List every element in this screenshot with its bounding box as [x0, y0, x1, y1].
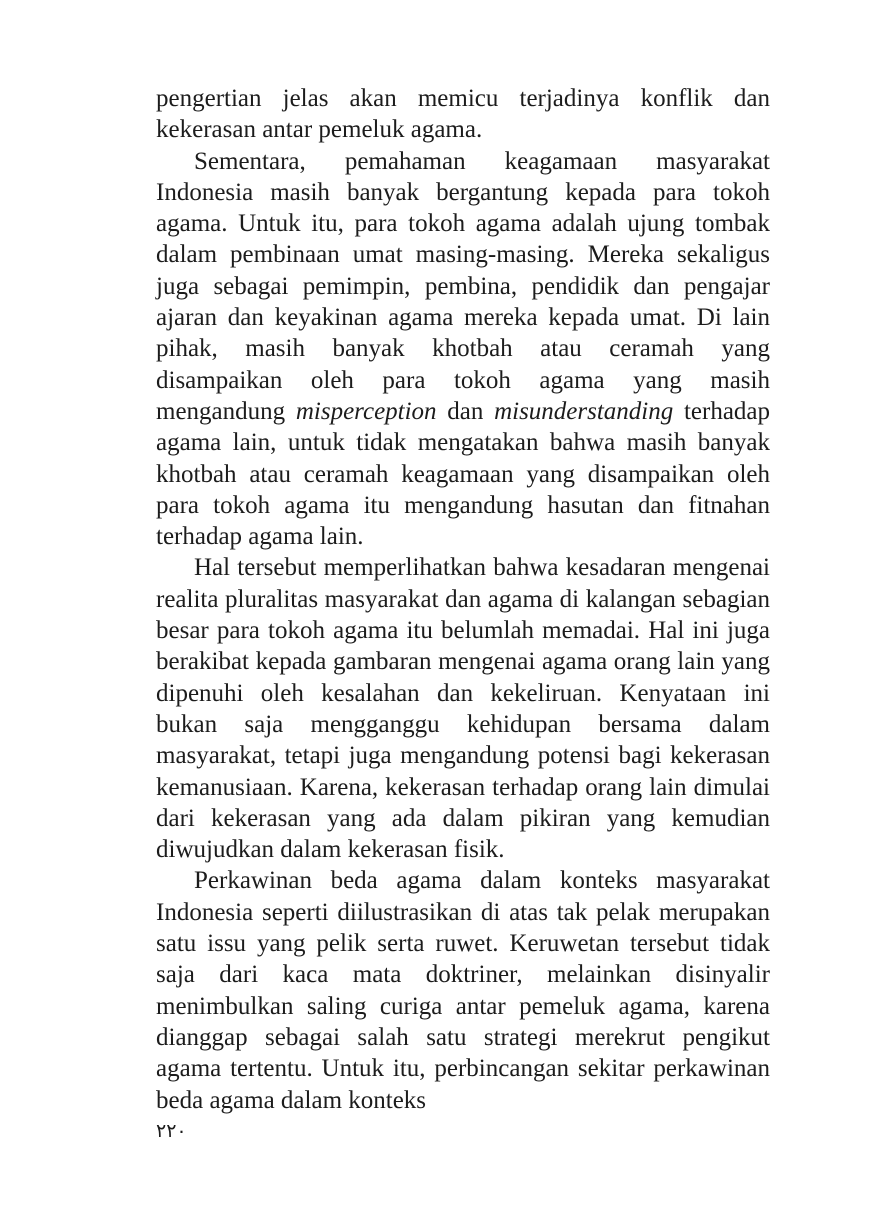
- text-segment: terhadap agama lain, untuk tidak mengatakan bahwa masih banyak khotbah atau ceramah keagamaan yang disampaikan oleh para tokoh agama itu mengandung hasutan dan fitnahan terhadap agama lain.: [156, 397, 771, 551]
- paragraph-4: [156, 865, 770, 1115]
- text-segment: Perkawinan beda agama dalam konteks masyarakat Indonesia seperti diilustrasikan di atas tak pelak merupakan satu issu yang pelik serta ruwet. Keruwetan tersebut tidak saja dari kaca mata doktriner, melainkan disinyalir menimbulkan saling curiga antar pemeluk agama, karena dianggap sebagai salah satu strategi merekrut pengikut agama tertentu. Untuk itu, perbincangan sekitar perkawinan beda agama dalam konteks: [156, 867, 770, 1114]
- paragraph-3: [156, 552, 770, 865]
- text-segment: Sementara, pemahaman keagamaan masyarakat Indonesia masih banyak bergantung kepada para tokoh agama. Untuk itu, para tokoh agama adalah ujung tombak dalam pembinaan umat masing-masing. Mereka sekaligus juga sebagai pemimpin, pembina, pendidik dan pengajar ajaran dan keyakinan agama mereka kepada umat. Di lain pihak, masih banyak khotbah atau ceramah yang disampaikan oleh para tokoh agama yang masih mengandung: [156, 147, 770, 425]
- text-segment: dan: [436, 397, 495, 425]
- italic-term: misperception: [295, 397, 437, 425]
- body-text: [156, 83, 770, 1116]
- text-segment: pengertian jelas akan memicu terjadinya konflik dan kekerasan antar pemeluk agama.: [156, 85, 770, 144]
- paragraph-2: [156, 146, 770, 553]
- italic-term: misunderstanding: [494, 397, 674, 425]
- text-segment: Hal tersebut memperlihatkan bahwa kesadaran mengenai realita pluralitas masyarakat dan agama di kalangan sebagian besar para tokoh agama itu belumlah memadai. Hal ini juga berakibat kepada gambaran mengenai agama orang lain yang dipenuhi oleh kesalahan dan kekeliruan. Kenyataan ini bukan saja mengganggu kehidupan bersama dalam masyarakat, tetapi juga mengandung potensi bagi kekerasan kemanusiaan. Karena, kekerasan terhadap orang lain dimulai dari kekerasan yang ada dalam pikiran yang kemudian diwujudkan dalam kekerasan fisik.: [156, 554, 770, 864]
- page-number: ٢٢٠: [156, 1120, 187, 1142]
- paragraph-1: [156, 83, 770, 146]
